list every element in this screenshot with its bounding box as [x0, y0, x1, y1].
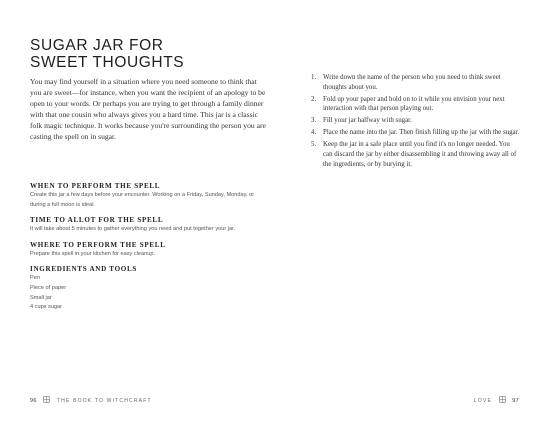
step-item	[311, 128, 521, 138]
step-text: Fold up your paper and hold on to it while you envision your next interaction with that person playing out.	[323, 95, 505, 113]
section-heading: TIME TO ALLOT FOR THE SPELL	[30, 216, 164, 225]
right-page	[275, 0, 550, 425]
section-time	[30, 215, 268, 235]
section-body: Create this jar a few days before your encounter. Working on a Friday, Sunday, Monday, or during a full moon is ideal.	[30, 192, 255, 208]
running-head: THE BOOK TO WITCHCRAFT	[56, 397, 152, 404]
step-text: Keep the jar in a safe place until you find it's no longer needed. You can discard the jar by either disassembling it and throwing away all of the ingredients, or by burying it.	[323, 141, 517, 168]
running-head: LOVE	[473, 397, 493, 404]
step-text: Write down the name of the person who you need to think sweet thoughts about you.	[323, 74, 501, 91]
ingredient-item: Piece of paper	[30, 284, 67, 291]
section-body: It will take about 5 minutes to gather everything you need and put together your jar.	[30, 226, 236, 233]
section-ingredients	[30, 264, 268, 312]
ingredient-item: 4 cups sugar	[30, 304, 63, 311]
steps-list	[311, 73, 521, 172]
step-number: 3.	[311, 117, 317, 125]
ornament-icon	[499, 396, 506, 405]
intro-text: You may find yourself in a situation where you need someone to think that you are sweet—for instance, when you want the recipient of an apology to be open to your words. Or perhaps you are trying to get through a family dinner with that one cousin who always gives you a hard time. This jar is a classic folk magic technique. It works because you're surrounding the person you are casting the spell on in sugar.	[30, 77, 266, 142]
ingredients-list	[30, 274, 268, 312]
intro-paragraph	[30, 76, 268, 143]
step-number: 5.	[311, 141, 317, 149]
section-when	[30, 181, 268, 210]
step-text: Place the name into the jar. Then finish filling up the jar with the sugar.	[323, 129, 520, 137]
left-footer	[30, 396, 152, 405]
ingredients-heading: INGREDIENTS AND TOOLS	[30, 265, 138, 274]
step-item	[311, 73, 521, 93]
step-item	[311, 140, 521, 169]
ingredient-item: Pen	[30, 275, 40, 282]
page-number: 96	[30, 397, 37, 404]
step-item	[311, 116, 521, 126]
section-heading: WHEN TO PERFORM THE SPELL	[30, 182, 161, 190]
step-number: 4.	[311, 129, 317, 137]
spell-details	[30, 181, 268, 313]
right-footer	[474, 396, 519, 405]
step-text: Fill your jar halfway with sugar.	[323, 117, 412, 125]
section-heading: WHERE TO PERFORM THE SPELL	[30, 240, 166, 249]
page-number: 97	[512, 397, 519, 404]
spell-title-line-1: SUGAR JAR FOR	[30, 37, 164, 54]
section-where	[30, 240, 268, 260]
step-number: 2.	[311, 95, 317, 103]
section-body: Prepare this spell in your kitchen for easy cleanup.	[30, 250, 155, 257]
step-number: 1.	[311, 74, 317, 81]
ornament-icon	[43, 396, 50, 405]
spell-title	[30, 37, 260, 71]
spell-title-line-2: SWEET THOUGHTS	[30, 54, 185, 71]
step-item	[311, 95, 521, 115]
ingredient-item: Small jar	[30, 294, 52, 301]
